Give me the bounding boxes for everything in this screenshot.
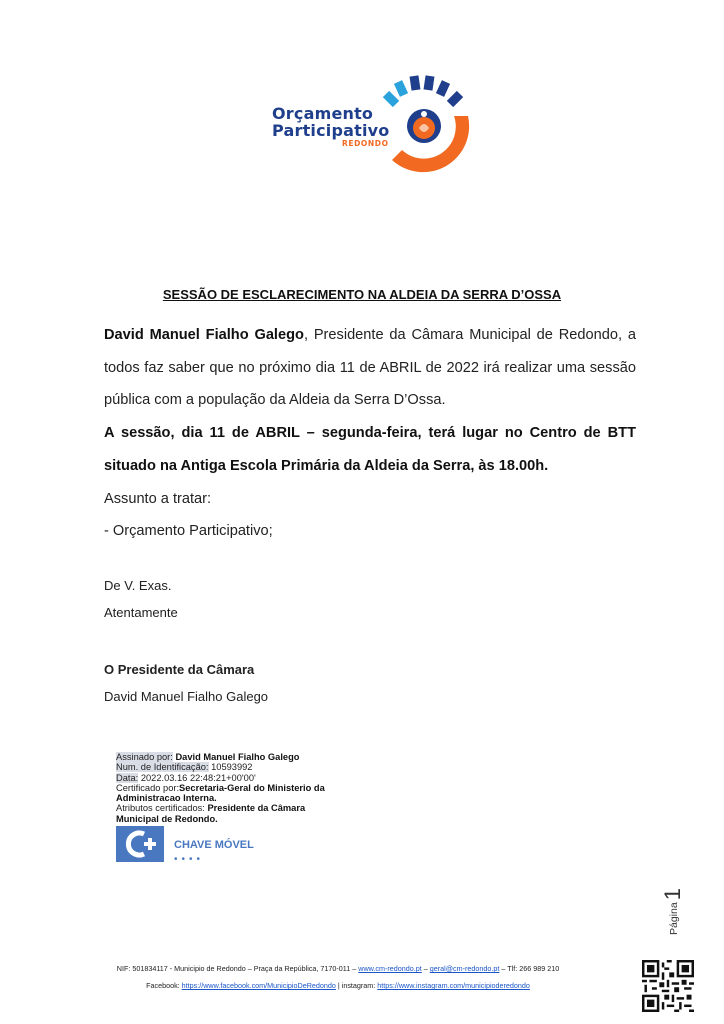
facebook-link[interactable]: https://www.facebook.com/MunicipioDeRedondo [181,981,336,990]
sig-certified-by-cont: Administracao Interna. [116,793,217,804]
sig-date: Data: 2022.03.16 22:48:21+00'00' [116,772,256,783]
sig-attributes: Atributos certificados: Presidente da Câmara [116,803,306,814]
page-label: Página [668,902,680,935]
footer-contact-line: NIF: 501834117 - Municipio de Redondo – Praça da República, 7170-011 – www.cm-redondo.pt – geral@cm-redondo.pt – Tlf: 266 989 210 [116,964,560,973]
orcamento-participativo-logo [268,68,478,174]
president-name: David Manuel Fialho Galego [104,327,304,343]
chave-movel-icon [116,826,164,862]
website-link[interactable]: www.cm-redondo.pt [358,964,422,973]
session-details: A sessão, dia 11 de ABRIL – segunda-feira, terá lugar no Centro de BTT situado na Antiga Escola Primária da Aldeia da Serra, às 18.00h. [104,425,636,474]
paragraph-session-details [104,417,636,482]
announcement-text: , Presidente da Câmara Municipal de Redondo, a todos faz saber que no próximo dia 11 de ABRIL de 2022 irá realizar uma sessão pública com a população da Aldeia da Serra D’Ossa. [104,327,636,409]
sig-signed-by: Assinado por: David Manuel Fialho Galego [116,752,300,762]
signatory-block [104,656,268,710]
sig-certified-by: Certificado por:Secretaria-Geral do Ministerio da [116,782,325,793]
email-link[interactable]: geral@cm-redondo.pt [429,964,500,973]
signatory-role: O Presidente da Câmara [104,662,255,677]
instagram-link[interactable]: https://www.instagram.com/municipioderedondo [377,981,530,990]
document-body [104,319,636,548]
page-number [660,888,686,935]
closing-line-2: Atentamente [104,605,178,620]
closing-line-1: De V. Exas. [104,578,172,593]
paragraph-announcement [104,319,636,417]
paragraph-subject-label: Assunto a tratar: [104,490,212,507]
sig-attributes-cont: Municipal de Redondo. [116,813,218,824]
logo-line-3: REDONDO [342,139,389,148]
chave-movel-label: CHAVE MÓVEL [174,839,254,851]
chave-movel-dots: •••• [174,854,205,865]
sig-id: Num. de Identificação: 10593992 [116,762,253,773]
footer-social-line: Facebook: https://www.facebook.com/MunicipioDeRedondo | instagram: https://www.instagram.com/municipioderedondo [146,981,530,990]
logo-line-1: Orçamento [272,104,374,123]
closing-block [104,572,178,626]
chave-movel-logo [116,826,266,864]
paragraph-subject-item: - Orçamento Participativo; [104,523,273,540]
qr-code-icon[interactable] [642,960,694,1012]
logo-line-2: Participativo [272,121,390,140]
signatory-name: David Manuel Fialho Galego [104,689,269,704]
document-title: SESSÃO DE ESCLARECIMENTO NA ALDEIA DA SERRA D’OSSA [162,287,562,302]
page-number-value: 1 [660,888,685,901]
digital-signature-stamp [116,752,346,824]
